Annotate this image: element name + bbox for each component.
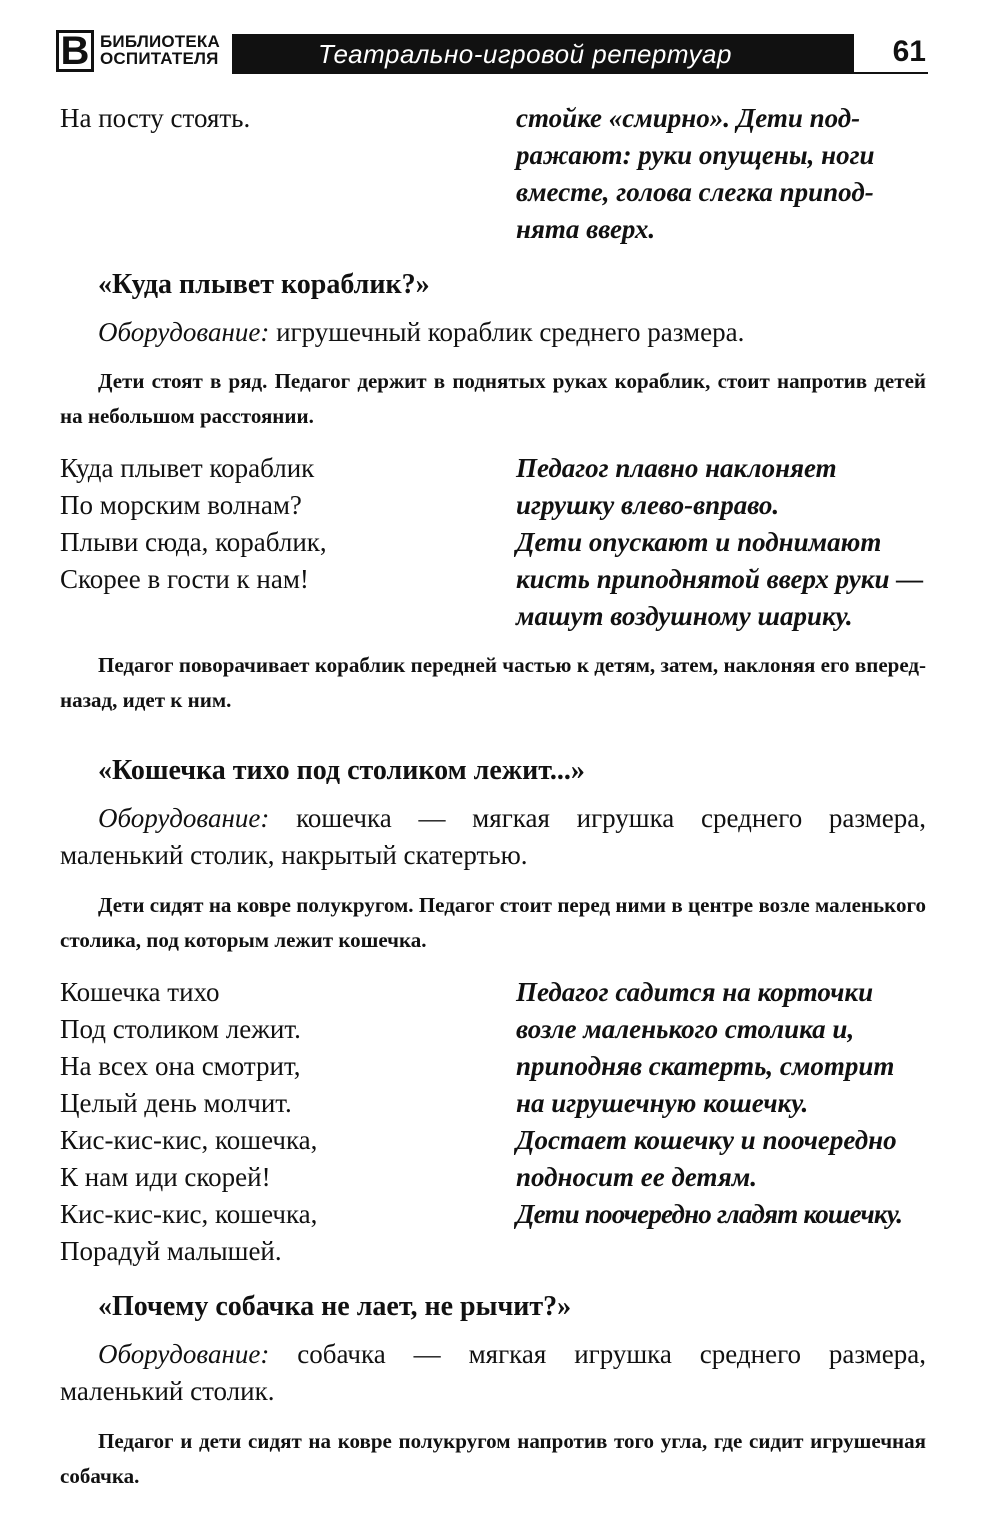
game-title: «Кошечка тихо под столиком лежит...» xyxy=(98,755,585,786)
equipment-text: игрушечный кораблик среднего размера. xyxy=(269,317,745,347)
action-line: приподняв скатерть, смотрит xyxy=(516,1051,895,1081)
game-title: «Куда плывет кораблик?» xyxy=(98,269,430,300)
equipment-text: собачка — мягкая игрушка среднего размера, маленький столик. xyxy=(60,1339,926,1406)
verse-column xyxy=(60,100,510,137)
verse-line: На всех она смотрит, xyxy=(60,1051,301,1081)
game-intro: Дети сидят на ковре полукругом. Педагог стоит перед ними в центре возле маленького столика, под которым лежит кошечка. xyxy=(60,893,926,952)
action-line: машут воздушному шарику. xyxy=(516,601,853,631)
equipment-label: Оборудование: xyxy=(98,1339,270,1369)
verse-column xyxy=(60,450,510,598)
verse-line: Скорее в гости к нам! xyxy=(60,564,309,594)
verse-line: Кис-кис-кис, кошечка, xyxy=(60,1125,318,1155)
verse-line: Кошечка тихо xyxy=(60,977,220,1007)
action-line: Дети поочередно гладят кошечку. xyxy=(516,1199,903,1229)
action-line: Дети опускают и поднимают xyxy=(516,527,882,557)
equipment-paragraph xyxy=(60,1336,926,1410)
verse-line: Целый день молчит. xyxy=(60,1088,292,1118)
equipment-paragraph xyxy=(60,314,926,351)
verse-line: Плыви сюда, кораблик, xyxy=(60,527,327,557)
action-column xyxy=(516,100,936,248)
action-line: ражают: руки опущены, ноги xyxy=(516,140,875,170)
page-number: 61 xyxy=(892,35,926,68)
logo-line-2: ОСПИТАТЕЛЯ xyxy=(100,49,219,68)
verse-line: Под столиком лежит. xyxy=(60,1014,301,1044)
game-title: «Почему собачка не лает, не рычит?» xyxy=(98,1291,572,1322)
verse-line: Куда плывет кораблик xyxy=(60,453,315,483)
logo-line-1: БИБЛИОТЕКА xyxy=(100,32,220,51)
game-intro: Дети стоят в ряд. Педагог держит в поднятых руках кораблик, стоит напротив детей на небольшом расстоянии. xyxy=(60,369,926,428)
library-logo-icon: В xyxy=(56,30,94,72)
game-intro: Педагог и дети сидят на ковре полукругом напротив того угла, где сидит игрушечная собачка. xyxy=(60,1429,926,1488)
action-column xyxy=(516,450,936,635)
action-line: Достает кошечку и поочередно xyxy=(516,1125,897,1155)
action-line: нята вверх. xyxy=(516,214,656,244)
section-title: Театрально-игровой репертуар xyxy=(232,34,854,74)
verse-column xyxy=(60,974,510,1270)
action-column xyxy=(516,974,936,1233)
action-line: подносит ее детям. xyxy=(516,1162,758,1192)
action-line: Педагог садится на корточки xyxy=(516,977,874,1007)
verse-line: На посту стоять. xyxy=(60,103,251,133)
game-outro: Педагог поворачивает кораблик передней частью к детям, затем, наклоняя его вперед-назад, идет к ним. xyxy=(60,653,926,712)
equipment-label: Оборудование: xyxy=(98,317,270,347)
equipment-text: кошечка — мягкая игрушка среднего размера, маленький столик, накрытый скатертью. xyxy=(60,803,926,870)
page-header xyxy=(56,28,928,78)
equipment-paragraph xyxy=(60,800,926,874)
action-line: кисть приподнятой вверх руки — xyxy=(516,564,924,594)
action-line: на игрушечную кошечку. xyxy=(516,1088,809,1118)
verse-line: По морским волнам? xyxy=(60,490,302,520)
equipment-label: Оборудование: xyxy=(98,803,270,833)
action-line: Педагог плавно наклоняет xyxy=(516,453,837,483)
verse-line: К нам иди скорей! xyxy=(60,1162,271,1192)
action-line: стойке «смирно». Дети под- xyxy=(516,103,861,133)
action-line: вместе, голова слегка припод- xyxy=(516,177,874,207)
verse-line: Порадуй малышей. xyxy=(60,1236,282,1266)
action-line: игрушку влево-вправо. xyxy=(516,490,780,520)
verse-line: Кис-кис-кис, кошечка, xyxy=(60,1199,318,1229)
action-line: возле маленького столика и, xyxy=(516,1014,855,1044)
library-logo-text xyxy=(100,33,220,67)
